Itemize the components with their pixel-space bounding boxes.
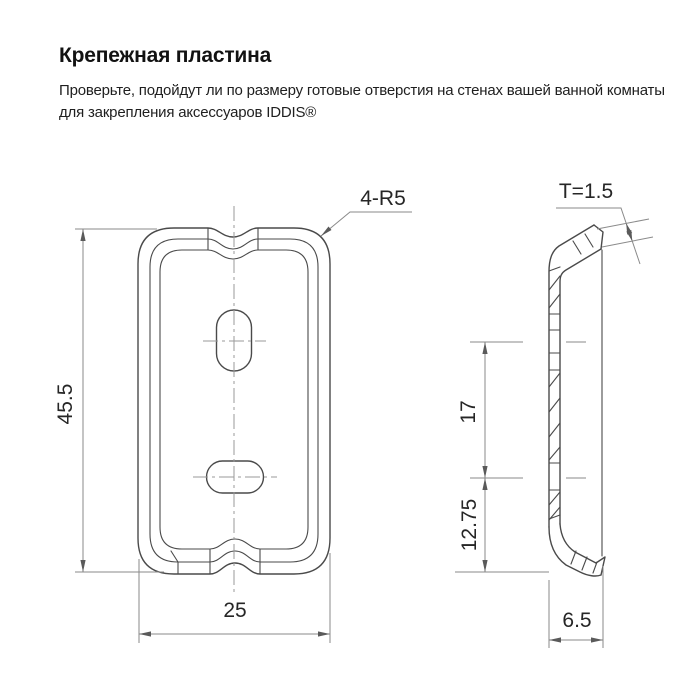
front-view-centerlines [193, 206, 277, 596]
dim-label-width: 25 [223, 599, 247, 622]
dim-label-height: 45.5 [54, 383, 77, 425]
dim-label-hole-to-bottom: 12.75 [458, 498, 481, 552]
corner-radius-label: 4-R5 [360, 187, 406, 210]
bend-lines [171, 228, 260, 574]
page-subtitle-line1: Проверьте, подойдут ли по размеру готовые отверстия на стенах вашей ванной комнаты [59, 82, 665, 99]
side-view-dimension-lines [455, 208, 653, 648]
corner-radius-leader [321, 212, 412, 236]
front-view-slots [207, 310, 264, 493]
side-view-hatching [549, 234, 597, 573]
dim-label-depth: 6.5 [562, 609, 592, 632]
page-title-text: Крепежная пластина [59, 44, 272, 67]
thickness-leader [556, 208, 653, 264]
thickness-label: T=1.5 [558, 180, 614, 203]
dim-label-hole-spacing: 17 [457, 400, 480, 424]
front-view-dimension-lines [75, 212, 412, 643]
page-subtitle-line2: для закрепления аксессуаров IDDIS® [59, 104, 317, 121]
